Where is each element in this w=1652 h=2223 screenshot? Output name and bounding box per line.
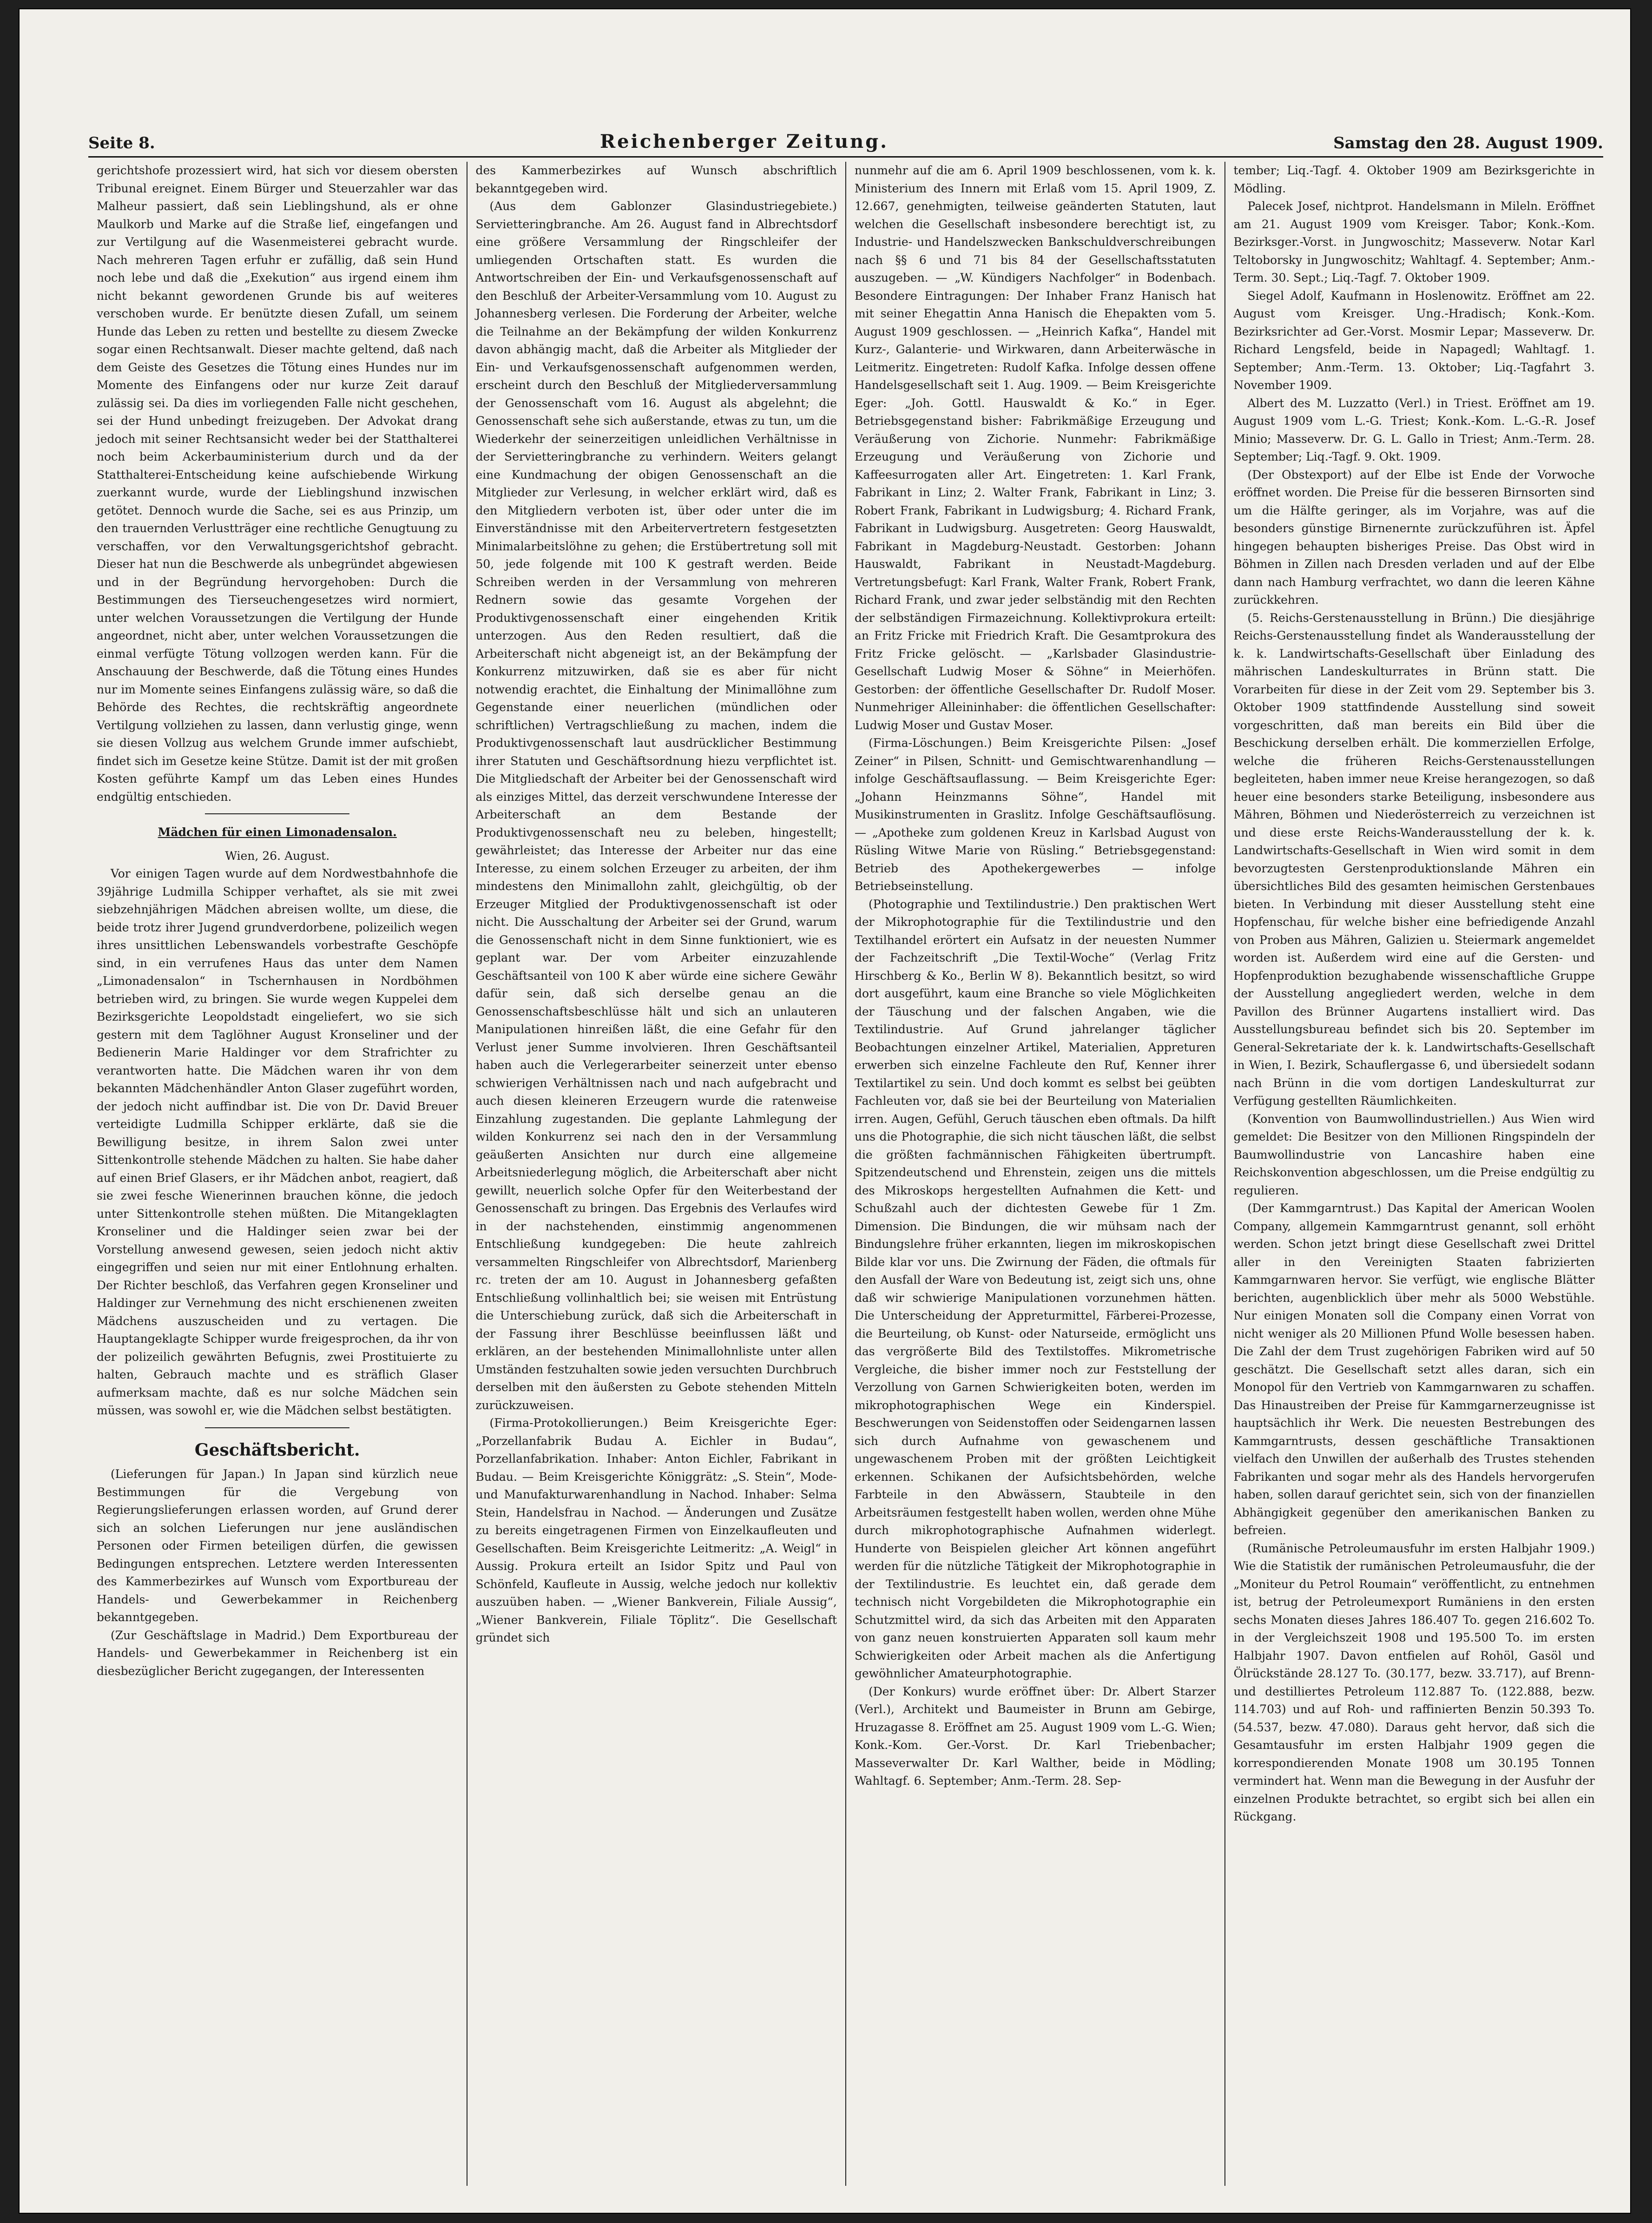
article-paragraph: (Lieferungen für Japan.) In Japan sind kürzlich neue Bestimmungen für die Vergebung von Regierungslieferungen erlassen worden, auf Grund derer sich an solchen Lieferungen nur jene ausländischen Personen oder Firmen beteiligen dürfen, die gewissen Bedingungen entsprechen. Letztere werden Interessenten des Kammerbezirkes auf Wunsch vom Exportbureau der Handels- und Gewerbekammer in Reichenberg bekanntgegeben. bbox=[97, 1467, 458, 1624]
article-paragraph: (Firma-Löschungen.) Beim Kreisgerichte Pilsen: „Josef Zeiner“ in Pilsen, Schnitt- und Gemischtwarenhandlung — infolge Geschäftsauflassung. — Beim Kreisgerichte Eger: „Johann Heinzmanns Söhne“, Handel mit Musikinstrumenten in Graslitz. Infolge Geschäftsauflösung. — „Apotheke zum goldenen Kreuz in Karlsbad August von Rüsling Witwe Marie von Rüsling.“ Betriebsgegenstand: Betrieb des Apothekergewerbes — infolge Betriebseinstellung. bbox=[855, 736, 1216, 893]
article-paragraph: (Konvention von Baumwollindustriellen.) Aus Wien wird gemeldet: Die Besitzer von den Millionen Ringspindeln der Baumwollindustrie von Lancashire haben eine Reichskonvention abgeschlossen, um die Preise endgültig zu regulieren. bbox=[1233, 1112, 1595, 1197]
newspaper-title: Reichenberger Zeitung. bbox=[599, 131, 889, 152]
article-paragraph: Siegel Adolf, Kaufmann in Hoslenowitz. Eröffnet am 22. August vom Kreisger. Ung.-Hradisch; Konk.-Kom. Bezirksrichter ad Ger.-Vorst. Mosmir Lepar; Masseverw. Dr. Richard Lengsfeld, beide in Napagedl; Wahltagf. 1. September; Anm.-Term. 13. Oktober; Liq.-Tagfahrt 3. November 1909. bbox=[1233, 289, 1595, 392]
newspaper-page bbox=[19, 8, 1631, 2214]
column-2 bbox=[467, 162, 847, 2186]
issue-date: Samstag den 28. August 1909. bbox=[1333, 134, 1603, 152]
article-paragraph: tember; Liq.-Tagf. 4. Oktober 1909 am Bezirksgerichte in Mödling. bbox=[1233, 164, 1595, 195]
article-paragraph: (Photographie und Textilindustrie.) Den praktischen Wert der Mikrophotographie für die Textilindustrie und den Textilhandel erörtert ein Aufsatz in der neuesten Nummer der Fachzeitschrift „Die Textil-Woche“ (Verlag Fritz Hirschberg & Ko., Berlin W 8). Bekanntlich besitzt, so wird dort ausgeführt, kaum eine Branche so viele Möglichkeiten der Täuschung und der falschen Angaben, wie die Textilindustrie. Auf Grund jahrelanger täglicher Beobachtungen einzelner Artikel, Materialien, Appreturen erwerben sich einzelne Fachleute den Ruf, Kenner ihrer Textilartikel zu sein. Und doch kommt es selbst bei geübten Fachleuten vor, daß sie bei der Beurteilung von Materialien irren. Augen, Gefühl, Geruch täuschen eben oftmals. Da hilft uns die Photographie, die sich nicht täuschen läßt, die selbst die größten fachmännischen Fähigkeiten übertrumpft. Spitzendeutschend und Ehrenstein, zeigen uns die mittels des Mikroskops hergestellten Aufnahmen die Kett- und Schußzahl auch der dichtesten Gewebe für 1 Zm. Dimension. Die Bindungen, die wir mühsam nach der Bindungslehre früher erkannten, liegen im mikroskopischen Bilde klar vor uns. Die Zwirnung der Fäden, die oftmals für den Ausfall der Ware von Bedeutung ist, zeigt sich uns, ohne daß wir schwierige Manipulationen vorzunehmen hätten. Die Unterscheidung der Appreturmittel, Färberei-Prozesse, die Beurteilung, ob Kunst- oder Naturseide, ermöglicht uns das vergrößerte Bild des Textilstoffes. Mikrometrische Vergleiche, die bisher immer noch zur Feststellung der Verzollung von Garnen Schwierigkeiten boten, werden im mikrophotographischen Wege ein Kinderspiel. Beschwerungen von Seidenstoffen oder Seidengarnen lassen sich durch Aufnahme von gewaschenem und ungewaschenem Proben mit der größten Leichtigkeit erkennen. Schikanen der Aufsichtsbehörden, welche Farbteile in den Abwässern, Staubteile in den Arbeitsräumen festgestellt haben wollen, werden ohne Mühe durch mikrophotographische Aufnahmen widerlegt. Hunderte von Beispielen gleicher Art können angeführt werden für die nützliche Tätigkeit der Mikrophotographie in der Textilindustrie. Es leuchtet ein, daß gerade dem technisch nicht Vorgebildeten die Mikrophotographie ein Schutzmittel wird, da sich das Arbeiten mit den Apparaten von ganz neuen konstruierten Apparaten soll kaum mehr Schwierigkeiten oder Arbeit machen als die Anfertigung gewöhnlicher Amateurphotographie. bbox=[855, 897, 1216, 1680]
article-paragraph: (Zur Geschäftslage in Madrid.) Dem Exportbureau der Handels- und Gewerbekammer in Reichenberg ist ein diesbezüglicher Bericht zugegangen, der Interessenten bbox=[97, 1628, 458, 1678]
article-paragraph: Palecek Josef, nichtprot. Handelsmann in Mileln. Eröffnet am 21. August 1909 vom Kreisger. Tabor; Konk.-Kom. Bezirksger.-Vorst. in Jungwoschitz; Masseverw. Notar Karl Teltoborsky in Jungwoschitz; Wahltagf. 4. September; Anm.-Term. 30. Sept.; Liq.-Tagf. 7. Oktober 1909. bbox=[1233, 199, 1595, 284]
header-rule bbox=[88, 156, 1603, 158]
column-1 bbox=[88, 162, 467, 2186]
article-heading: Mädchen für einen Limonadensalon. bbox=[158, 825, 397, 839]
article-paragraph: (5. Reichs-Gerstenausstellung in Brünn.) Die diesjährige Reichs-Gerstenausstellung findet als Wanderausstellung der k. k. Landwirtschafts-Gesellschaft über Einladung des mährischen Landeskulturrates in Brünn statt. Die Vorarbeiten für diese in der Zeit vom 29. September bis 3. Oktober 1909 stattfindende Ausstellung sind soweit vorgeschritten, daß man bereits ein Bild über die Beschickung derselben erhält. Die kommerziellen Erfolge, welche die früheren Reichs-Gerstenausstellungen begleiteten, haben immer neue Kreise herangezogen, so daß heuer eine besonders starke Beteiligung, insbesondere aus Mähren, Böhmen und Niederösterreich zu verzeichnen ist und diese erste Reichs-Wanderausstellung der k. k. Landwirtschafts-Gesellschaft in Wien wird somit in dem bevorzugtesten Gerstenproduktionslande Mähren ein übersichtliches Bild des gesamten heimischen Gerstenbaues bieten. In Verbindung mit dieser Ausstellung steht eine Hopfenschau, für welche bisher eine befriedigende Anzahl von Proben aus Mähren, Galizien u. Steiermark angemeldet worden ist. Außerdem wird eine auf die Gersten- und Hopfenproduktion bezughabende wissenschaftliche Gruppe der Ausstellung angegliedert werden, welche in dem Pavillon des Brünner Augartens installiert wird. Das Ausstellungsbureau befindet sich bis 20. September im General-Sekretariate der k. k. Landwirtschafts-Gesellschaft in Wien, I. Bezirk, Schauflergasse 6, und übersiedelt sodann nach Brünn in die vom dortigen Landeskulturrat zur Verfügung gestellten Räumlichkeiten. bbox=[1233, 611, 1595, 1108]
page-header bbox=[88, 125, 1603, 152]
article-paragraph: gerichtshofe prozessiert wird, hat sich vor diesem obersten Tribunal ereignet. Einem Bürger und Steuerzahler war das Malheur passiert, daß sein Lieblingshund, als er ohne Maulkorb und Marke auf die Straße lief, eingefangen und zur Vertilgung auf die Wasenmeisterei gebracht wurde. Nach mehreren Tagen erfuhr er zufällig, daß sein Hund noch lebe und daß die „Exekution“ aus irgend einem ihm nicht bekannt gewordenen Grunde bis auf weiteres verschoben wurde. Er benützte diesen Zufall, um seinem Hunde das Leben zu retten und bestellte zu diesem Zwecke sogar einen Rechtsanwalt. Dieser machte geltend, daß nach dem Geiste des Gesetzes die Tötung eines Hundes nur im Momente des Einfangens oder nur kurze Zeit darauf zulässig sei. Da dies im vorliegenden Falle nicht geschehen, sei der Hund unbedingt freizugeben. Der Advokat drang jedoch mit seiner Rechtsansicht weder bei der Statthalterei noch beim Ackerbauministerium durch und da der Statthalterei-Entscheidung keine aufschiebende Wirkung zuerkannt wurde, wurde der Lieblingshund inzwischen getötet. Dennoch wurde die Sache, sei es aus Prinzip, um den trauernden Verlustträger eine rechtliche Genugtuung zu verschaffen, vor den Verwaltungsgerichtshof gebracht. Dieser hat nun die Beschwerde als unbegründet abgewiesen und in der Begründung hervorgehoben: Durch die Bestimmungen des Tierseuchengesetzes wird normiert, unter welchen Voraussetzungen die Vertilgung der Hunde angeordnet, nicht aber, unter welchen Voraussetzungen die einmal verfügte Tötung vollzogen werden kann. Für die Anschauung der Beschwerde, daß die Tötung eines Hundes nur im Momente seines Einfangens zulässig wäre, so daß die Behörde des Rechtes, die rechtskräftig angeordnete Vertilgung vollziehen zu lassen, dann verlustig ginge, wenn sie diesen Vollzug aus welchem Grunde immer aufschiebt, findet sich im Gesetze keine Stütze. Damit ist der mit großen Kosten geführte Kampf um das Leben eines Hundes endgültig entschieden. bbox=[97, 164, 458, 804]
section-heading: Geschäftsbericht. bbox=[194, 1440, 360, 1460]
dateline: Wien, 26. August. bbox=[225, 849, 330, 863]
columns bbox=[88, 162, 1603, 2186]
article-paragraph: (Der Konkurs) wurde eröffnet über: Dr. Albert Starzer (Verl.), Architekt und Baumeister in Brunn am Gebirge, Hruzagasse 8. Eröffnet am 25. August 1909 vom L.-G. Wien; Konk.-Kom. Ger.-Vorst. Dr. Karl Triebenbacher; Masseverwalter Dr. Karl Walther, beide in Mödling; Wahltagf. 6. September; Anm.-Term. 28. Sep- bbox=[855, 1684, 1216, 1788]
article-paragraph: (Firma-Protokollierungen.) Beim Kreisgerichte Eger: „Porzellanfabrik Budau A. Eichler in Budau“, Porzellanfabrikation. Inhaber: Anton Eichler, Fabrikant in Budau. — Beim Kreisgerichte Königgrätz: „S. Stein“, Mode- und Manufakturwarenhandlung in Nachod. Inhaber: Selma Stein, Handelsfrau in Nachod. — Änderungen und Zusätze zu bereits eingetragenen Firmen von Einzelkaufleuten und Gesellschaften. Beim Kreisgerichte Leitmeritz: „A. Weigl“ in Aussig. Prokura erteilt an Isidor Spitz und Paul von Schönfeld, Kaufleute in Aussig, welche jedoch nur kollektiv auszuüben haben. — „Wiener Bankverein, Filiale Aussig“, „Wiener Bankverein, Filiale Töplitz“. Die Gesellschaft gründet sich bbox=[475, 1416, 837, 1644]
article-paragraph: (Der Kammgarntrust.) Das Kapital der American Woolen Company, allgemein Kammgarntrust genannt, soll erhöht werden. Schon jetzt bringt diese Gesellschaft zwei Drittel aller in den Vereinigten Staaten fabrizierten Kammgarnwaren hervor. Sie verfügt, wie englische Blätter berichten, augenblicklich über mehr als 5000 Webstühle. Nur einigen Monaten soll die Company einen Vorrat von nicht weniger als 20 Millionen Pfund Wolle besessen haben. Die Zahl der dem Trust zugehörigen Fabriken wird auf 50 geschätzt. Die Gesellschaft setzt alles daran, sich ein Monopol für den Vertrieb von Kammgarnwaren zu schaffen. Das Hinaustreiben der Preise für Kammgarnerzeugnisse ist hauptsächlich ihr Werk. Die neuesten Bestrebungen des Kammgarntrusts, dessen geschäftliche Transaktionen vielfach den Unwillen der außerhalb des Trustes stehenden Fabrikanten und sogar mehr als des Handels hervorgerufen haben, sollen darauf gerichtet sein, sich von der finanziellen Abhängigkeit gegenüber den amerikanischen Banken zu befreien. bbox=[1233, 1201, 1595, 1537]
column-4 bbox=[1225, 162, 1604, 2186]
page-number: Seite 8. bbox=[88, 134, 155, 152]
separator bbox=[205, 1427, 349, 1428]
article-paragraph: Vor einigen Tagen wurde auf dem Nordwestbahnhofe die 39jährige Ludmilla Schipper verhaftet, als sie mit zwei siebzehnjährigen Mädchen abreisen wollte, um diese, die beide trotz ihrer Jugend grundverdorbene, polizeilich wegen ihres unsittlichen Lebenswandels vorbestrafte Geschöpfe sind, in ein verrufenes Haus das unter dem Namen „Limonadensalon“ in Tschernhausen in Nordböhmen betrieben wird, zu bringen. Sie wurde wegen Kuppelei dem Bezirksgerichte Leopoldstadt eingeliefert, wo sie sich gestern mit dem Taglöhner August Kronseliner und der Bedienerin Marie Haldinger vor dem Strafrichter zu verantworten hatte. Die Mädchen waren ihr von dem bekannten Mädchenhändler Anton Glaser zugeführt worden, der jedoch nicht auffindbar ist. Die von Dr. David Breuer verteidigte Ludmilla Schipper erklärte, daß sie die Bewilligung besitze, in ihrem Salon zwei unter Sittenkontrolle stehende Mädchen zu halten. Sie habe daher auf einen Brief Glasers, er ihr Mädchen anbot, reagiert, daß sie zwei fesche Wienerinnen brauchen könne, die jedoch unter Sittenkontrolle stehen müßten. Die Mitangeklagten Kronseliner und die Haldinger seien zwar bei der Vorstellung anwesend gewesen, seien jedoch nicht aktiv eingegriffen und seien nur mit einer Entlohnung erhalten. Der Richter beschloß, das Verfahren gegen Kronseliner und Haldinger zur Vernehmung des nicht erschienenen zweiten Mädchens auszuscheiden und zu vertagen. Die Hauptangeklagte Schipper wurde freigesprochen, da ihr von der polizeilich gewährten Befugnis, zwei Prostituierte zu halten, Gebrauch machte und es sträflich Glaser aufmerksam machte, daß es nur solche Mädchen sein müssen, was sowohl er, wie die Mädchen selbst bestätigten. bbox=[97, 867, 458, 1417]
article-paragraph: (Der Obstexport) auf der Elbe ist Ende der Vorwoche eröffnet worden. Die Preise für die besseren Birnsorten sind um die Hälfte geringer, als im Vorjahre, was auf die besonders günstige Birnenernte zurückzuführen ist. Äpfel hingegen behaupten bisheriges Preise. Das Obst wird in Böhmen in Zillen nach Dresden verladen und auf der Elbe dann nach Hamburg verfrachtet, wo dann die leeren Kähne zurückkehren. bbox=[1233, 468, 1595, 607]
separator bbox=[205, 813, 349, 814]
column-3 bbox=[846, 162, 1225, 2186]
article-paragraph: des Kammerbezirkes auf Wunsch abschriftlich bekanntgegeben wird. bbox=[475, 164, 837, 195]
article-paragraph: nunmehr auf die am 6. April 1909 beschlossenen, vom k. k. Ministerium des Innern mit Erlaß vom 15. April 1909, Z. 12.667, genehmigten, teilweise geänderten Statuten, laut welchen die Gesellschaft insbesondere berechtigt ist, zu Industrie- und Handelszwecken Bankschuldverschreibungen nach §§ 6 und 71 bis 84 der Gesellschaftsstatuten auszugeben. — „W. Kündigers Nachfolger“ in Bodenbach. Besondere Eintragungen: Der Inhaber Franz Hanisch hat mit seiner Ehegattin Anna Hanisch die Ehepakten vom 5. August 1909 geschlossen. — „Heinrich Kafka“, Handel mit Kurz-, Galanterie- und Wirkwaren, dann Arbeiterwäsche in Leitmeritz. Eingetreten: Rudolf Kafka. Infolge dessen offene Handelsgesellschaft seit 1. Aug. 1909. — Beim Kreisgerichte Eger: „Joh. Gottl. Hauswaldt & Ko.“ in Eger. Betriebsgegenstand bisher: Fabrikmäßige Erzeugung und Veräußerung von Zichorie. Nunmehr: Fabrikmäßige Erzeugung und Veräußerung von Zichorie und Kaffeesurrogaten aller Art. Eingetreten: 1. Karl Frank, Fabrikant in Linz; 2. Walter Frank, Fabrikant in Linz; 3. Robert Frank, Fabrikant in Ludwigsburg; 4. Richard Frank, Fabrikant in Ludwigsburg. Ausgetreten: Georg Hauswaldt, Fabrikant in Magdeburg-Neustadt. Gestorben: Johann Hauswaldt, Fabrikant in Neustadt-Magdeburg. Vertretungsbefugt: Karl Frank, Walter Frank, Robert Frank, Richard Frank, und zwar jeder selbständig mit den Rechten der selbständigen Firmazeichnung. Kollektivprokura erteilt: an Fritz Fricke mit Friedrich Kraft. Die Gesamtprokura des Fritz Fricke gelöscht. — „Karlsbader Glasindustrie-Gesellschaft Ludwig Moser & Söhne“ in Meierhöfen. Gestorben: der öffentliche Gesellschafter Dr. Rudolf Moser. Nunmehriger Alleininhaber: die öffentlichen Gesellschafter: Ludwig Moser und Gustav Moser. bbox=[855, 164, 1216, 732]
article-paragraph: Albert des M. Luzzatto (Verl.) in Triest. Eröffnet am 19. August 1909 vom L.-G. Triest; Konk.-Kom. L.-G.-R. Josef Minio; Masseverw. Dr. G. L. Gallo in Triest; Anm.-Term. 28. September; Liq.-Tagf. 9. Okt. 1909. bbox=[1233, 396, 1595, 463]
article-paragraph: (Aus dem Gablonzer Glasindustriegebiete.) Servietteringbranche. Am 26. August fand in Albrechtsdorf eine größere Versammlung der Ringschleifer der umliegenden Ortschaften statt. Es wurden die Antwortschreiben der Ein- und Verkaufsgenossenschaft auf den Beschluß der Arbeiter-Versammlung vom 10. August zu Johannesberg verlesen. Die Forderung der Arbeiter, welche die Teilnahme an der Bekämpfung der wilden Konkurrenz davon abhängig macht, daß die Arbeiter als Mitglieder der Ein- und Verkaufsgenossenschaft aufgenommen werden, erscheint durch den Beschluß der Mitgliederversammlung der Genossenschaft vom 16. August als abgelehnt; die Genossenschaft sehe sich außerstande, etwas zu tun, um die Wiederkehr der seinerzeitigen unleidlichen Verhältnisse in der Servietteringbranche zu verhindern. Weiters gelangt eine Kundmachung der obigen Genossenschaft an die Mitglieder zur Verlesung, in welcher erklärt wird, daß es den Mitgliedern verboten ist, über oder unter die im Einverständnisse mit den Arbeitervertretern festgesetzten Minimalarbeitslöhne zu gehen; die Erstübertretung soll mit 50, jede folgende mit 100 K gestraft werden. Beide Schreiben werden in der Versammlung von mehreren Rednern sowie das gesamte Vorgehen der Produktivgenossenschaft einer eingehenden Kritik unterzogen. Aus den Reden resultiert, daß die Arbeiterschaft nicht abgeneigt ist, an der Bekämpfung der Konkurrenz mitzuwirken, daß sie es aber für nicht notwendig erachtet, die Einhaltung der Minimallöhne zum Gegenstande einer neuerlichen (mündlichen oder schriftlichen) Vertragschließung zu machen, indem die Produktivgenossenschaft laut ausdrücklicher Bestimmung ihrer Statuten und Geschäftsordnung hiezu verpflichtet ist. Die Mitgliedschaft der Arbeiter bei der Genossenschaft wird als einziges Mittel, das derzeit verschwundene Interesse der Arbeiterschaft an dem Bestande der Produktivgenossenschaft neu zu beleben, hingestellt; gewährleistet; das Interesse der Arbeiter nur das eine Interesse, zu einem solchen Erzeuger zu arbeiten, der ihm mindestens den Minimallohn zahlt, gleichgültig, ob der Erzeuger Mitglied der Produktivgenossenschaft ist oder nicht. Die Ausschaltung der Arbeiter sei der Grund, warum die Genossenschaft nicht in dem Sinne funktioniert, wie es geplant war. Der vom Arbeiter einzuzahlende Geschäftsanteil von 100 K aber würde eine sichere Gewähr dafür sein, daß sich derselbe genau an die Genossenschaftsbeschlüsse hält und sich an unlauteren Manipulationen hinreißen läßt, die eine Gefahr für den Verlust jener Summe involvieren. Ihren Geschäftsanteil haben auch die Verlegerarbeiter seinerzeit unter ebenso schwierigen Verhältnissen nach und nach aufgebracht und auch diesen kleineren Erzeugern wurde die ratenweise Einzahlung zugestanden. Die geplante Lahmlegung der wilden Konkurrenz sei nach den in der Versammlung geäußerten Ansichten nur durch eine allgemeine Arbeitsniederlegung möglich, die Arbeiterschaft aber nicht gewillt, neuerlich solche Opfer für den Weiterbestand der Genossenschaft zu bringen. Das Ergebnis des Verlaufes wird in der nachstehenden, einstimmig angenommenen Entschließung kundgegeben: Die heute zahlreich versammelten Ringschleifer von Albrechtsdorf, Marienberg rc. treten der am 10. August in Johannesberg gefaßten Entschließung vollinhaltlich bei; sie weisen mit Entrüstung die Unterschiebung zurück, daß sich die Arbeiterschaft in der Fassung ihrer Beschlüsse beeinflussen läßt und erklären, an der bestehenden Minimallohnliste unter allen Umständen festzuhalten sowie jeden versuchten Durchbruch derselben mit den äußersten zu Gebote stehenden Mitteln zurückzuweisen. bbox=[475, 199, 837, 1412]
article-paragraph: (Rumänische Petroleumausfuhr im ersten Halbjahr 1909.) Wie die Statistik der rumänischen Petroleumausfuhr, die der „Moniteur du Petrol Roumain“ veröffentlicht, zu entnehmen ist, betrug der Petroleumexport Rumäniens in den ersten sechs Monaten dieses Jahres 186.407 To. gegen 216.602 To. in der Vergleichszeit 1908 und 195.500 To. im ersten Halbjahr 1907. Davon entfielen auf Rohöl, Gasöl und Ölrückstände 28.127 To. (30.177, bezw. 33.717), auf Brenn- und destilliertes Petroleum 112.887 To. (122.888, bezw. 114.703) und auf Roh- und raffinierten Benzin 50.393 To. (54.537, bezw. 47.080). Daraus geht hervor, daß sich die Gesamtausfuhr im ersten Halbjahr 1909 gegen die korrespondierenden Monate 1908 um 30.195 Tonnen vermindert hat. Wenn man die Bewegung in der Ausfuhr der einzelnen Produkte betrachtet, so ergibt sich bei allen ein Rückgang. bbox=[1233, 1541, 1595, 1823]
